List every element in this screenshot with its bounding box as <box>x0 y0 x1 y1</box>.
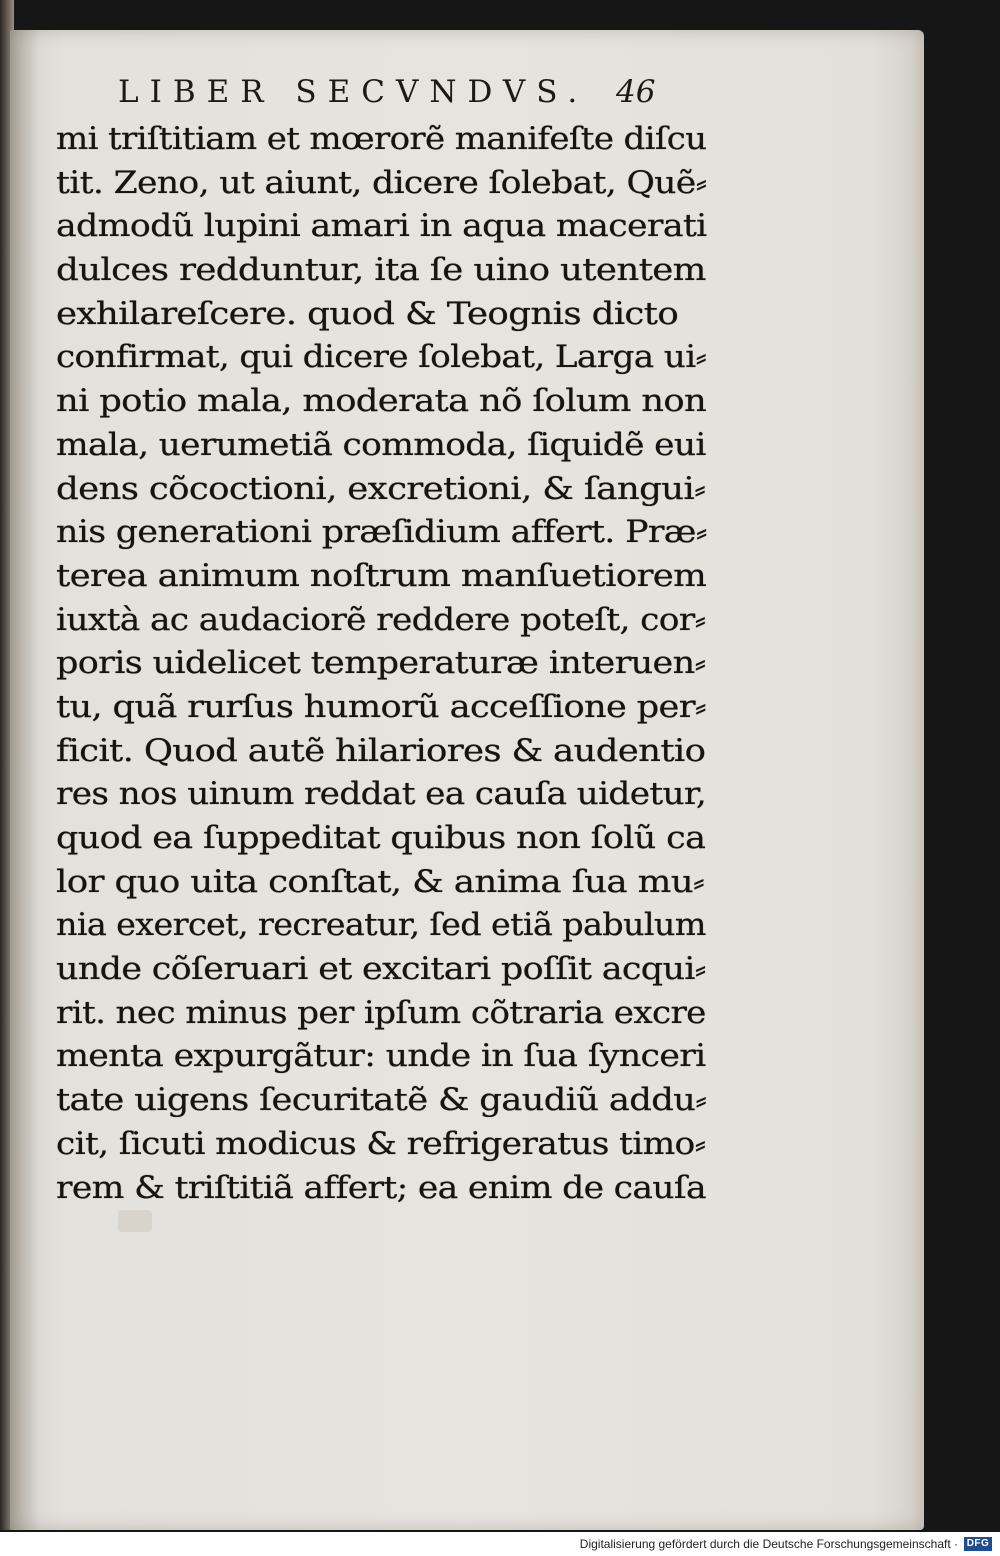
text-line: poris uidelicet temperaturæ interuen⸗ <box>56 645 706 682</box>
text-line: res nos uinum reddat ea cauſa uidetur, <box>56 776 707 813</box>
text-line: tit. Zeno, ut aiunt, dicere ſolebat, Quẽ⸗ <box>56 164 707 201</box>
text-line: iuxtà ac audaciorẽ reddere poteſt, cor⸗ <box>56 601 706 638</box>
dfg-logo-icon: DFG <box>964 1537 992 1551</box>
digitization-footer <box>0 1532 1000 1556</box>
text-line: admodũ lupini amari in aqua macerati <box>56 208 707 245</box>
text-line: mi triſtitiam et mœrorẽ manifeſte diſcu <box>56 121 707 157</box>
show-through-mark <box>118 1210 152 1232</box>
text-line: nis generationi præſidium affert. Præ⸗ <box>56 514 707 551</box>
text-line: cit, ſicuti modicus & refrigeratus timo⸗ <box>56 1125 706 1162</box>
text-line: exhilareſcere. quod & Teognis dicto <box>56 295 679 332</box>
text-line: confirmat, qui dicere ſolebat, Larga ui⸗ <box>56 339 707 376</box>
text-line: ni potio mala, moderata nõ ſolum non <box>56 383 707 420</box>
body-text <box>56 118 706 1210</box>
text-line: mala, uerumetiã commoda, ſiquidẽ eui <box>56 426 706 463</box>
text-line: nia exercet, recreatur, ſed etiã pabulum <box>56 907 706 944</box>
text-line: quod ea ſuppeditat quibus non ſolũ ca <box>56 820 706 856</box>
text-line: tate uigens ſecuritatẽ & gaudiũ addu⸗ <box>56 1082 707 1119</box>
text-line: ficit. Quod autẽ hilariores & audentio <box>56 732 706 769</box>
text-line: tu, quã rurſus humorũ acceſſione per⸗ <box>56 688 706 725</box>
text-line: menta expurgãtur: unde in ſua ſynceri <box>56 1038 706 1075</box>
text-line: rem & triſtitiã affert; ea enim de cauſa <box>56 1169 706 1206</box>
running-head-title: LIBER SECVNDVS. <box>118 74 589 110</box>
text-line: unde cõſeruari et excitari poſſit acqui⸗ <box>56 951 706 988</box>
text-line: dens cõcoctioni, excretioni, & ſangui⸗ <box>56 470 706 507</box>
folio-number: 46 <box>616 74 656 110</box>
running-head <box>118 72 678 112</box>
text-line: lor quo uita conſtat, & anima ſua mu⸗ <box>56 863 705 900</box>
funding-credit: Digitalisierung gefördert durch die Deutsche Forschungsgemeinschaft · <box>579 1537 958 1551</box>
text-line: rit. nec minus per ipſum cõtraria excre <box>56 994 706 1031</box>
page-gutter-shadow <box>10 30 40 1530</box>
text-line: terea animum noſtrum manſuetiorem <box>56 557 707 594</box>
text-line: dulces redduntur, ita ſe uino utentem <box>56 252 706 289</box>
